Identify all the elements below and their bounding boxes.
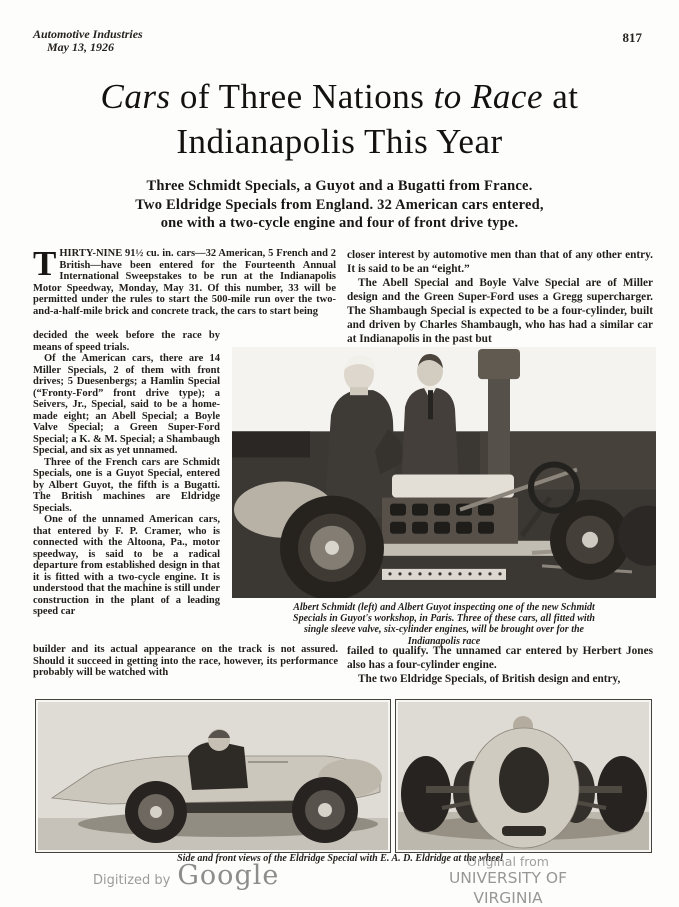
deck-line: Two Eldridge Specials from England. 32 American cars entered, bbox=[135, 196, 544, 213]
article-title bbox=[0, 74, 679, 164]
journal-name: Automotive Industries bbox=[33, 27, 143, 41]
right-column-top bbox=[347, 248, 653, 346]
left-column-bottom bbox=[33, 644, 338, 679]
title-text: of Three Nations bbox=[170, 77, 434, 116]
google-logo: Google bbox=[177, 860, 280, 891]
issue-date: May 13, 1926 bbox=[47, 40, 114, 54]
left-column-narrow bbox=[33, 330, 220, 618]
title-italic-word: Cars bbox=[100, 77, 171, 116]
title-text: at bbox=[543, 77, 579, 116]
side-front-wheel bbox=[125, 781, 187, 843]
google-watermark bbox=[93, 860, 279, 891]
side-view-illustration bbox=[38, 702, 388, 850]
paragraph: Three of the French cars are Schmidt Specials, one is a Guyot Special, entered by Albert Guyot, the fifth is a Bugatti. The British machines are Eldridge Specials. bbox=[33, 456, 220, 514]
origin-watermark bbox=[418, 855, 598, 907]
page-number: 817 bbox=[622, 30, 642, 45]
caption-line: single sleeve valve, six-cylinder engines, will be brought over for the bbox=[304, 624, 584, 636]
deck bbox=[0, 177, 679, 233]
paragraph: The two Eldridge Specials, of British design and entry, bbox=[358, 673, 621, 685]
title-italic-word: to Race bbox=[433, 77, 544, 116]
paragraph: builder and its actual appearance on the track is not assured. Should it succeed in getting into the race, however, its performance probably will be watched with bbox=[33, 644, 338, 678]
workshop-photo-illustration bbox=[232, 347, 656, 598]
left-column-lead bbox=[33, 244, 336, 317]
workshop-photo-caption bbox=[235, 602, 653, 647]
drop-cap: T bbox=[33, 244, 57, 283]
deck-line: one with a two-cycle engine and four of front drive type. bbox=[160, 215, 519, 231]
title-line-2: Indianapolis This Year bbox=[176, 122, 503, 161]
intro-paragraph bbox=[33, 244, 336, 317]
caption-line: Indianapolis race bbox=[407, 635, 481, 647]
title-line-1 bbox=[0, 74, 679, 119]
side-rear-wheel bbox=[292, 777, 358, 843]
front-wheel bbox=[280, 496, 384, 598]
deck-line: Three Schmidt Specials, a Guyot and a Bugatti from France. bbox=[146, 178, 533, 194]
paragraph: One of the unnamed American cars, that entered by F. P. Cramer, who is connected with the Altoona, Pa., motor speedway, is said to be a radical departure from established design in that it is fitted with a two-cycle engine. It is understood that the machine is still under construction in the plant of a leading speed car bbox=[33, 514, 220, 617]
bottom-photo-caption: Side and front views of the Eldridge Special with E. A. D. Eldridge at the wheel bbox=[177, 853, 503, 864]
caption-line: Albert Schmidt (left) and Albert Guyot inspecting one of the new Schmidt bbox=[293, 602, 595, 613]
original-from-label: Original from bbox=[467, 854, 549, 869]
paragraph: The Abell Special and Boyle Valve Special are of Miller design and the Green Super-Ford uses a Gregg supercharger. The Shambaugh Special is expected to be a four-cylinder, built and driven by Charles Shambaugh, who has had a similar car at Indianapolis in the past but bbox=[347, 277, 653, 345]
paragraph: Of the American cars, there are 14 Miller Specials, 2 of them with front drives; 5 Duesenbergs; a Hamlin Special (“Fronty-Ford” front drive type); a Seivers, Jr., Special, said to be a home-made eight; an Abell Special; a Boyle Valve Special; a Green Super-Ford Special; a K. & M. Special; a Shambaugh Special, and six as yet unnamed. bbox=[33, 353, 220, 456]
paragraph: closer interest by automotive men than that of any other entry. It is said to be an “eight.” bbox=[347, 249, 653, 275]
paragraph: failed to qualify. The unnamed car entered by Herbert Jones also has a four-cylinder engine. bbox=[347, 645, 653, 671]
right-column-bottom bbox=[347, 644, 653, 686]
running-header bbox=[33, 28, 143, 54]
workshop-photo bbox=[232, 347, 656, 598]
front-view-illustration bbox=[398, 702, 649, 850]
digitized-by-label: Digitized by bbox=[93, 873, 171, 888]
intro-text: HIRTY-NINE 91½ cu. in. cars—32 American, 5 French and 2 British—have been entered for the Fourteenth Annual International Sweepstakes to be run at the Indianapolis Motor Speedway, Monday, May 31. Of this number, 33 will be permitted under the rules to start the 500-mile run over the two-and-a-half-mile brick and concrete track, the cars to start being bbox=[33, 248, 336, 317]
front-view-photo bbox=[395, 699, 652, 853]
caption-line: Specials in Guyot's workshop, in Paris. Three of these cars, all fitted with bbox=[293, 613, 595, 625]
institution-name: UNIVERSITY OF VIRGINIA bbox=[448, 869, 568, 907]
side-view-photo bbox=[35, 699, 391, 853]
paragraph: decided the week before the race by means of speed trials. bbox=[33, 330, 220, 353]
